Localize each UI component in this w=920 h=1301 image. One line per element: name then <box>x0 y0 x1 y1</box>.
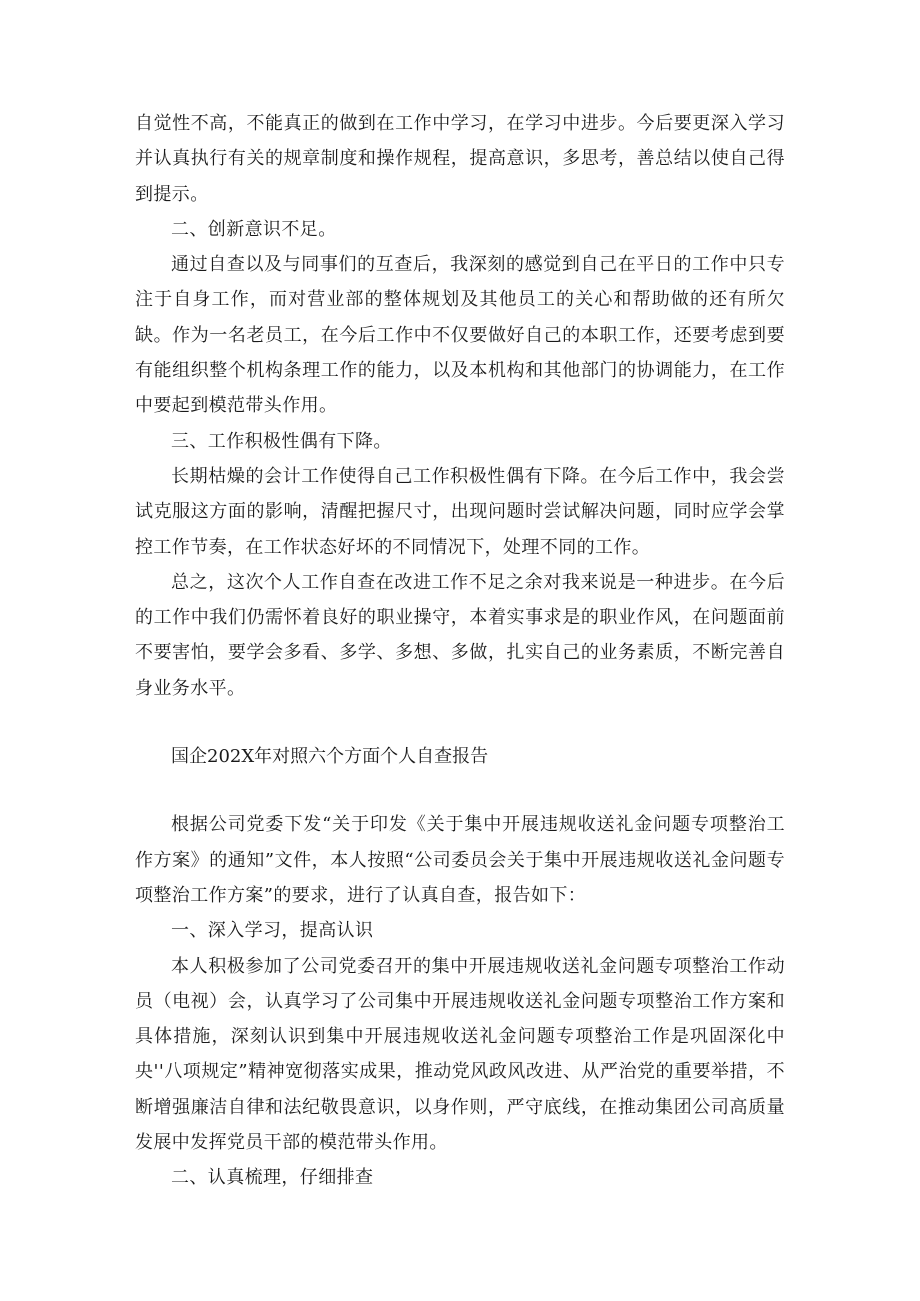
paragraph-study: 本人积极参加了公司党委召开的集中开展违规收送礼金问题专项整治工作动员（电视）会，认真学习了公司集中开展违规收送礼金问题专项整治工作方案和具体措施，深刻认识到集中开展违规收送礼金问题专项整治工作是巩固深化中央''八项规定”精神宽彻落实成果，推动党风政风改进、从严治党的重要举措，不断增强廉洁自律和法纪敬畏意识，以身作则，严守底线，在推动集团公司高质量发展中发挥党员干部的模范带头作用。 <box>135 955 785 1154</box>
paragraph-enthusiasm: 长期枯燥的会计工作使得自己工作积极性偶有下降。在今后工作中，我会尝试克服这方面的影响，清醒把握尺寸，出现问题时尝试解决问题，同时应学会掌控工作节奏，在工作状态好坏的不同情况下，处理不同的工作。 <box>135 465 785 558</box>
paragraph-summary: 总之，这次个人工作自查在改进工作不足之余对我来说是一种进步。在今后的工作中我们仍需怀着良好的职业操守，本着实事求是的职业作风，在问题面前不要害怕，要学会多看、多学、多想、多做，扎实自己的业务素质，不断完善自身业务水平。 <box>135 571 785 699</box>
paragraph-continuation: 自觉性不高，不能真正的做到在工作中学习，在学习中进步。今后要更深入学习并认真执行有关的规章制度和操作规程，提高意识，多思考，善总结以使自己得到提示。 <box>135 113 785 205</box>
section-heading-review: 二、认真梳理，仔细排查 <box>171 1167 374 1189</box>
section-heading-study: 一、深入学习，提高认识 <box>171 920 374 942</box>
document-title: 国企202X年对照六个方面个人自查报告 <box>171 746 489 768</box>
section-heading-enthusiasm: 三、工作积极性偶有下降。 <box>171 430 392 452</box>
paragraph-intro: 根据公司党委下发“关于印发《关于集中开展违规收送礼金问题专项整治工作方案》的通知”文件，本人按照“公司委员会关于集中开展违规收送礼金问题专项整治工作方案”的要求，进行了认真自查，报告如下： <box>135 814 785 906</box>
section-heading-innovation: 二、创新意识不足。 <box>171 218 337 240</box>
document-body <box>135 106 785 1196</box>
paragraph-innovation: 通过自查以及与同事们的互查后，我深刻的感觉到自己在平日的工作中只专注于自身工作，而对营业部的整体规划及其他员工的关心和帮助做的还有所欠缺。作为一名老员工，在今后工作中不仅要做好自己的本职工作，还要考虑到要有能组织整个机构条理工作的能力，以及本机构和其他部门的协调能力，在工作中要起到模范带头作用。 <box>135 254 785 417</box>
